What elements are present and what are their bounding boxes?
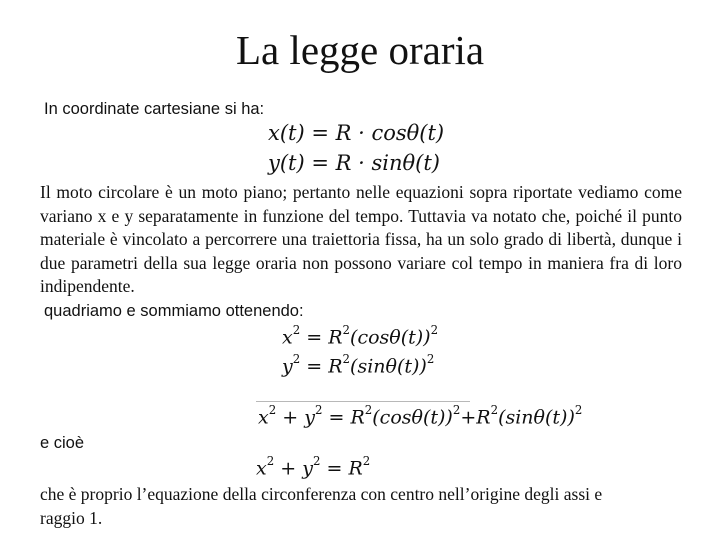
equation-circle: $x^2 + y^2 = R^2$ [256,454,371,480]
conclusion-line-1: che è proprio l’equazione della circonferenza con centro nell’origine degli assi e [40,484,603,504]
conclusion-line-2: raggio 1. [40,508,103,528]
equation-x-squared: $x^2 = R^2(\cos\theta(t))^2$ [282,323,439,349]
explanation-paragraph: Il moto circolare è un moto piano; pertanto nelle equazioni sopra riportate vediamo come variano x e y separatamente in funzione del tempo. Tuttavia va notato che, poiché il punto materiale è vincolato a percorrere una traiettoria fissa, ha un solo grado di libertà, dunque i due parametri della sua legge oraria non possono variare col tempo in maniera fra di loro indipendente. [40,182,682,297]
equation-x-of-t: x(t) = R · cosθ(t) [268,121,445,145]
sum-divider-line [256,401,470,402]
equation-y-of-t: y(t) = R · sinθ(t) [268,151,440,175]
squaring-text: quadriamo e sommiamo ottenendo: [44,302,304,320]
and-text: e cioè [40,434,85,452]
intro-text: In coordinate cartesiane si ha: [44,100,265,118]
equation-sum-of-squares: $x^2 + y^2 = R^2(\cos\theta(t))^2+R^2(\sin\theta(t))^2$ [258,403,583,429]
slide-title: La legge oraria [235,27,485,73]
equation-y-squared: $y^2 = R^2(\sin\theta(t))^2$ [282,352,435,378]
